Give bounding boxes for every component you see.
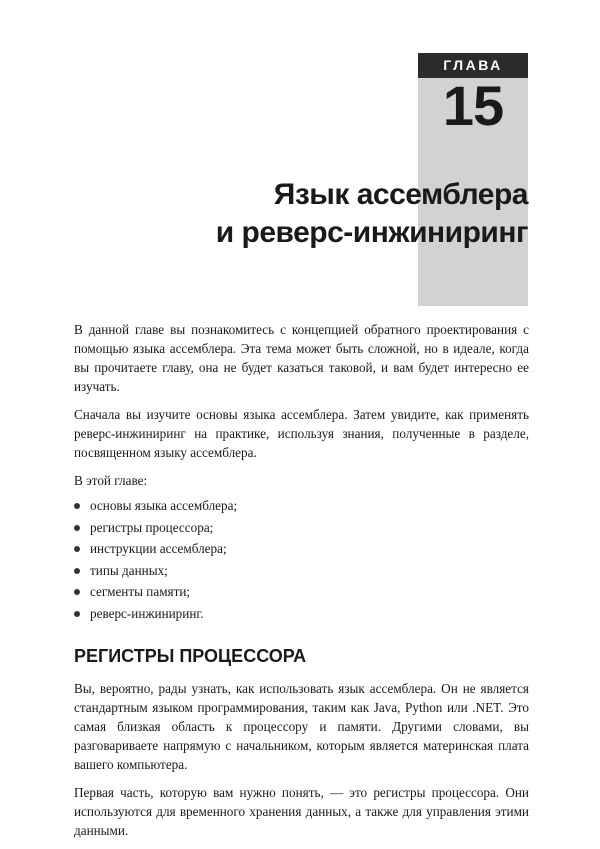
chapter-title-line-2: и реверс-инжиниринг bbox=[215, 216, 528, 249]
list-heading: В этой главе: bbox=[74, 473, 148, 488]
bullet-icon bbox=[74, 611, 80, 617]
chapter-number: 15 bbox=[442, 74, 504, 137]
section-paragraph-2: Первая часть, которую вам нужно понять, — это регистры процессора. Они используются для временного хранения данных, а также для управления этими данными. bbox=[74, 784, 529, 838]
list-item-text: регистры процессора; bbox=[90, 519, 214, 535]
list-item-text: реверс-инжиниринг. bbox=[90, 605, 204, 621]
list-item bbox=[74, 538, 529, 560]
list-item-text: сегменты памяти; bbox=[90, 584, 191, 600]
list-item bbox=[74, 495, 529, 517]
list-item-text: основы языка ассемблера; bbox=[90, 498, 238, 513]
list-item bbox=[74, 560, 529, 582]
bullet-icon bbox=[74, 589, 80, 595]
list-item-text: инструкции ассемблера; bbox=[90, 541, 227, 557]
intro-paragraph-1: В данной главе вы познакомитесь с концепцией обратного проектирования с помощью языка ассемблера. Эта тема может быть сложной, но в идеале, когда вы прочитаете главу, она не будет казаться таковой, и вам будет интересно ее изучать. bbox=[74, 322, 529, 394]
bullet-icon bbox=[74, 568, 80, 574]
intro-paragraph-2: Сначала вы изучите основы языка ассемблера. Затем увидите, как применять реверс-инжиниринг на практике, используя знания, полученные в разделе, посвященном языку ассемблера. bbox=[74, 407, 529, 460]
section-heading: РЕГИСТРЫ ПРОЦЕССОРА bbox=[74, 645, 307, 666]
list-item-text: типы данных; bbox=[90, 562, 168, 578]
bullet-icon bbox=[74, 525, 80, 531]
bullet-icon bbox=[74, 503, 80, 509]
topics-list bbox=[74, 495, 529, 625]
list-item bbox=[74, 517, 529, 539]
chapter-title-line-1: Язык ассемблера bbox=[273, 178, 528, 211]
chapter-title bbox=[150, 176, 528, 252]
list-item bbox=[74, 581, 529, 603]
list-item bbox=[74, 603, 529, 625]
bullet-icon bbox=[74, 546, 80, 552]
section-paragraph-1: Вы, вероятно, рады узнать, как использовать язык ассемблера. Он не является стандартным языком программирования, таким как Java, Python или .NET. Это самая близкая область к процессору и памяти. Другими словами, вы разговариваете напрямую с начальником, которым является материнская плата вашего компьютера. bbox=[74, 680, 529, 772]
chapter-label: ГЛАВА bbox=[418, 53, 528, 78]
page-content bbox=[74, 320, 529, 849]
